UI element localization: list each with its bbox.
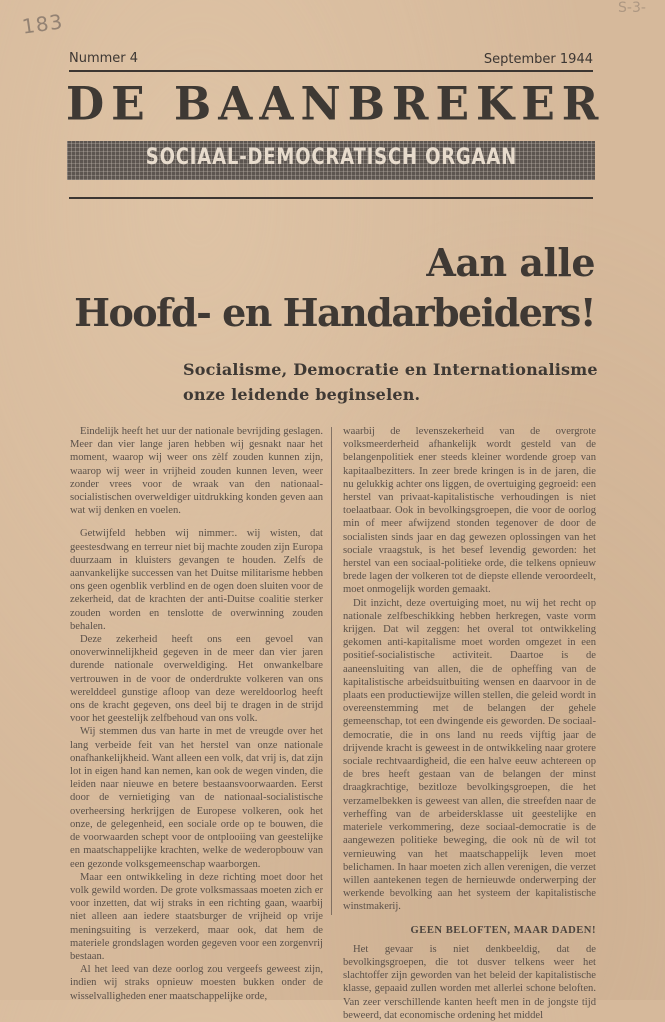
headline-line-2: Hoofd- en Handarbeiders! (74, 290, 595, 335)
paragraph: Wij stemmen dus van harte in met de vreugde over het lang verbeide feit van het herstel van onze nationale onafhankelijkheid. Want alleen een volk, dat vrij is, dat zijn lot in eigen hand kan nemen, kan ook de wegen vinden, die leiden naar nieuwe en betere bestaansvoorwaarden. Eerst door de vernietiging van de nationaal-socialistische overheersing herkrijgen de Europese volkeren, ook het onze, de gelegenheid, een sociale orde op te bouwen, die de voorwaarden schept voor de ontplooiing van geestelijke en maatschappelijke krachten, welke de wederopbouw van een gezonde volksgemeenschap waarborgen. (70, 726, 323, 870)
issue-date: September 1944 (483, 52, 593, 67)
article-column-left (70, 425, 323, 1003)
masthead-subtitle-band (67, 141, 595, 180)
paragraph: Het gevaar is niet denkbeeldig, dat de bevolkingsgroepen, die tot dusver telkens weer het slachtoffer zijn geworden van het beleid der kapitalistische klasse, gepaaid zullen worden met allerlei schone beloften. Van zeer verschillende kanten heeft men in de jongste tijd beweerd, dat economische ordening het middel (343, 943, 596, 1021)
paragraph: Getwijfeld hebben wij nimmer:. wij wisten, dat geestesdwang en terreur niet bij machte zouden zijn Europa duurzaam in kluisters gevangen te houden. Zelfs de aanvankelijke successen van het Duitse militarisme hebben ons geen ogenblik verblind en de ogen doen sluiten voor de zekerheid, dat de krachten der anti-Duitse coalitie sterker zouden worden en tenslotte de overwinning zouden behalen. (70, 528, 323, 632)
masthead-subtitle: SOCIAAL-DEMOCRATISCH ORGAAN (145, 145, 517, 170)
handwritten-archive-code: S-3- (618, 0, 646, 16)
paragraph: Al het leed van deze oorlog zou vergeefs geweest zijn, indien wij straks opnieuw moesten bukken onder de wisselvalligheden ener maatschappelijke orde, (70, 964, 323, 1002)
section-heading: GEEN BELOFTEN, MAAR DADEN! (410, 924, 596, 936)
paragraph: Maar een ontwikkeling in deze richting moet door het volk gewild worden. De grote volksmassaas moeten zich er voor inzetten, dat wij straks in een richting gaan, waarbij niet alleen aan iedere staatsburger de vrijheid op vrije meningsuiting is verzekerd, maar ook, dat hem de materiele grondslagen worden gegeven voor een zorgenvrij bestaan. (70, 871, 323, 962)
paragraph: waarbij de levenszekerheid van de overgrote volksmeerderheid afhankelijk wordt gesteld van de belangenpolitiek ener steeds kleiner wordende groep van kapitaalbezitters. In zeer brede kringen is in de jaren, die nu gelukkig achter ons liggen, de overtuiging gegroeid: een herstel van privaat-kapitalistische verhoudingen is niet toelaatbaar. Ook in bevolkingsgroepen, die voor de oorlog min of meer afwijzend stonden tegenover de door de socialisten sinds jaar en dag gewezen oplossingen van het sociale vraagstuk, is het besef levendig geworden: het herstel van een sociaal-politieke orde, die telkens opnieuw brede lagen der volkeren tot de diepste ellende veroordeelt, moet onmogelijk worden gemaakt. (343, 426, 596, 596)
header-bottom-rule (69, 197, 593, 199)
handwritten-archive-number: 183 (20, 9, 65, 39)
headline-line-1: Aan alle (426, 240, 595, 285)
issue-info-row (69, 49, 593, 69)
issue-number: Nummer 4 (69, 51, 139, 66)
subheading-line-1: Socialisme, Democratie en Internationalisme (183, 360, 598, 379)
paragraph: Dit inzicht, deze overtuiging moet, nu wij het recht op nationale zelfbeschikking hebben herkregen, vaste vorm krijgen. Dat wil zeggen: het overal tot ontwikkeling gekomen anti-kapitalisme moet worden omgezet in een positief-socialistische activiteit. Daartoe is de aaneensluiting van allen, die de opheffing van de kapitalistische arbeidsuitbuiting wensen en daarvoor in de plaats een productiewijze willen stellen, die geleid wordt in overeenstemming met de belangen der gehele gemeenschap, tot een dwingende eis geworden. De sociaal-democratie, die in ons land nu reeds vijftig jaar de drijvende kracht is geweest in de ontwikkeling naar grotere sociale rechtvaardigheid, die een halve eeuw achtereen op de bres heeft gestaan van de belangen der minst draagkrachtige, bezitloze bevolkingsgroepen, die het verzamelbekken is geweest van allen, die streefden naar de verheffing van de arbeidersklasse uit geestelijke en materiele verkommering, deze sociaal-democratie is de aangewezen politieke beweging, die ook nù de wil tot vernieuwing van het maatschappelijk leven moet belichamen. In haar moeten zich allen verenigen, die verzet willen aantekenen tegen de hernieuwde onderwerping der werkende bevolking aan het systeem der kapitalistische winstmakerij. (343, 597, 596, 913)
article-column-right (343, 425, 596, 1022)
paragraph: Deze zekerheid heeft ons een gevoel van onoverwinnelijkheid gegeven in de meer dan vier jaren durende nationale overweldiging. Het onwankelbare vertrouwen in de voor de onderdrukte volkeren van ons werelddeel gunstige afloop van deze wereldoorlog heeft ons de kracht gegeven, ons deel bij te dragen in de strijd voor het geestelijk zelfbehoud van ons volk. (70, 634, 323, 725)
subheading-line-2: onze leidende beginselen. (183, 385, 421, 404)
newspaper-masthead: DE BAANBREKER (66, 77, 606, 132)
header-top-rule (69, 70, 593, 72)
paragraph: Eindelijk heeft het uur der nationale bevrijding geslagen. Meer dan vier lange jaren hebben wij gesnakt naar het moment, waarop wij weer ons zèlf zouden kunnen zijn, waarop wij weer in vrijheid zouden kunnen leven, weer zonder vrees voor de wraak van den nationaal-socialistischen overweldiger uitdrukking konden geven aan wat wij denken en voelen. (70, 426, 323, 517)
article-subheading (183, 357, 603, 407)
column-divider (331, 427, 332, 915)
